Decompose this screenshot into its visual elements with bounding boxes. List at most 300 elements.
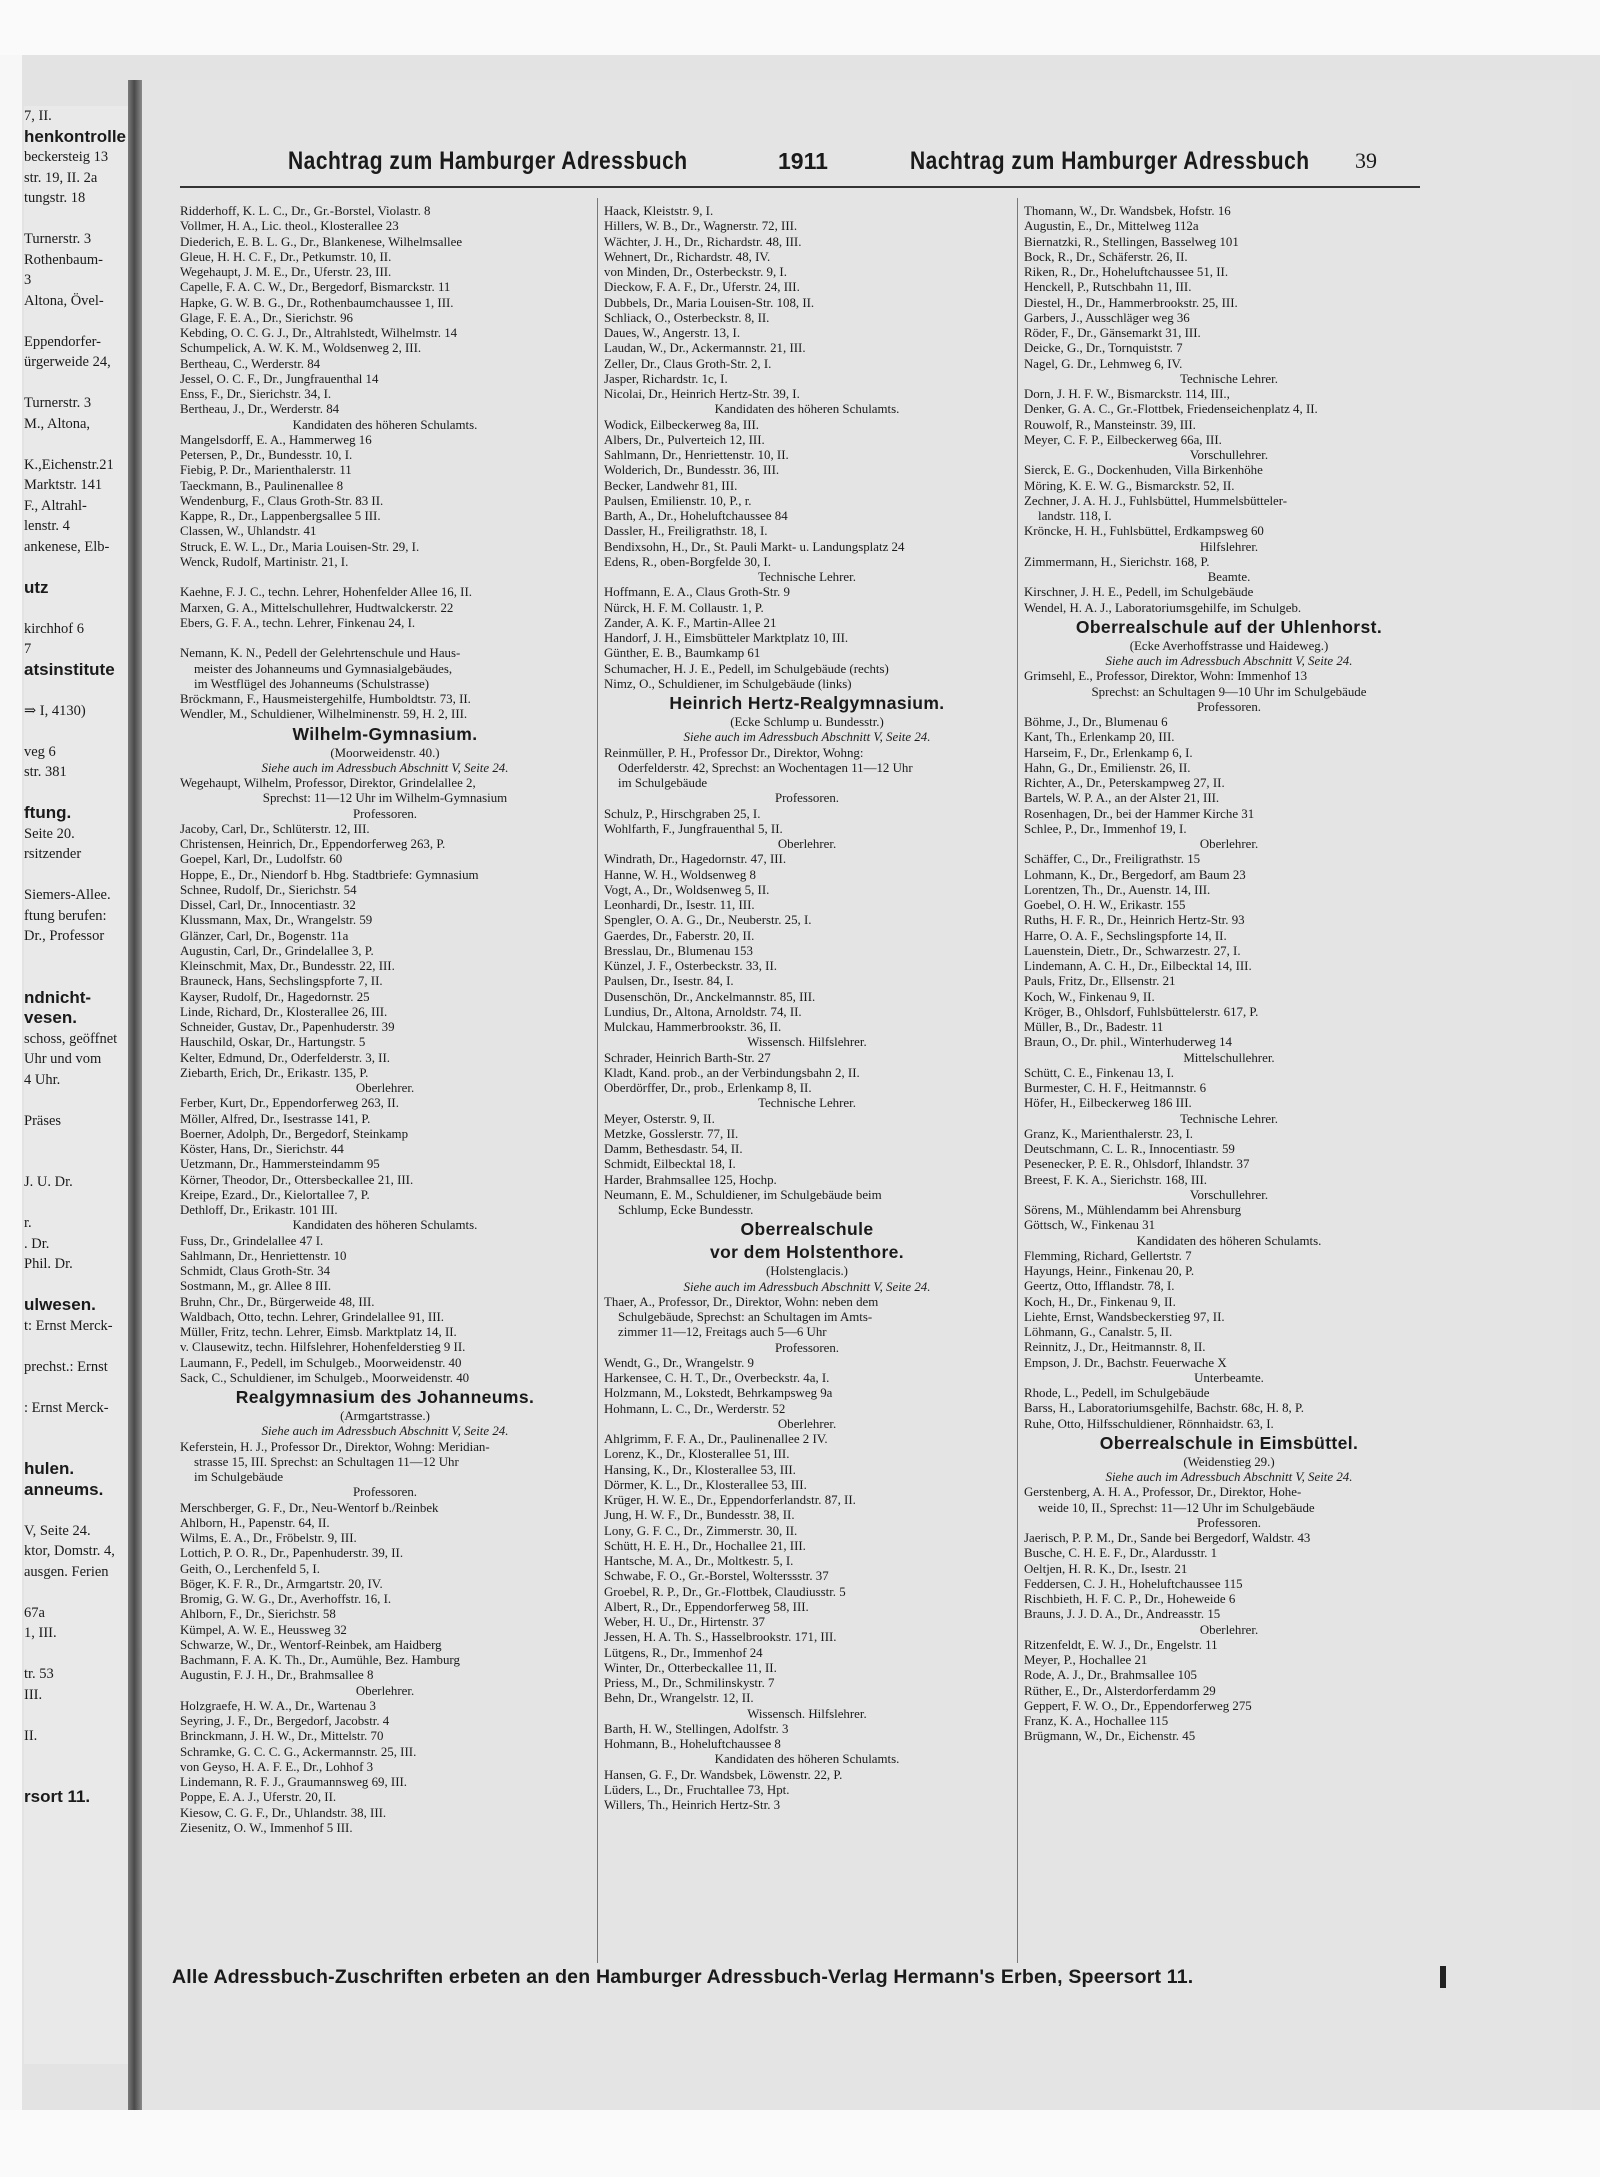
footer-mark bbox=[1440, 1966, 1446, 1988]
directory-entry: Wendler, M., Schuldiener, Wilhelminenstr. 59, H. 2, III. bbox=[180, 707, 468, 722]
cross-reference: Siehe auch im Adressbuch Abschnitt V, Seite 24. bbox=[683, 1279, 931, 1294]
directory-entry: Möller, Alfred, Dr., Isestrasse 141, P. bbox=[180, 1111, 371, 1126]
directory-entry: Holzgraefe, H. W. A., Dr., Wartenau 3 bbox=[180, 1698, 376, 1713]
fragment-line: ürgerweide 24, bbox=[24, 354, 111, 370]
directory-entry: Kappe, R., Dr., Lappenbergsallee 5 III. bbox=[180, 509, 381, 523]
directory-entry: Gerstenberg, A. H. A., Professor, Dr., Direktor, Hohe- bbox=[1024, 1485, 1302, 1500]
directory-entry: Geertz, Otto, Ifflandstr. 78, I. bbox=[1024, 1279, 1175, 1294]
directory-entry: Handorf, J. H., Eimsbütteler Marktplatz 10, III. bbox=[604, 631, 849, 645]
publisher-footer: Alle Adressbuch-Zuschriften erbeten an den Hamburger Adressbuch-Verlag Hermann's Erben, Speersort 11. bbox=[172, 1966, 1194, 1988]
directory-entry: Löhmann, G., Canalstr. 5, II. bbox=[1024, 1325, 1173, 1339]
section-subheading: (Holstenglacis.) bbox=[766, 1264, 848, 1279]
directory-entry: Harder, Brahmsallee 125, Hochp. bbox=[604, 1172, 777, 1187]
scan-left-margin bbox=[0, 55, 22, 2177]
directory-entry: Hoppe, E., Dr., Niendorf b. Hbg. Stadtbriefe: Gymnasium bbox=[180, 867, 479, 882]
directory-entry: Meyer, C. F. P., Eilbeckerweg 66a, III. bbox=[1024, 432, 1222, 447]
directory-entry: Hahn, G., Dr., Emilienstr. 26, II. bbox=[1024, 760, 1191, 775]
directory-entry: Braun, O., Dr. phil., Winterhuderweg 14 bbox=[1024, 1035, 1232, 1050]
fragment-line: r. bbox=[24, 1215, 32, 1231]
fragment-line bbox=[24, 967, 128, 988]
directory-entry: Sörens, M., Mühlendamm bei Ahrensburg bbox=[1024, 1203, 1242, 1217]
directory-entry: Hansen, G. F., Dr. Wandsbek, Löwenstr. 22, P. bbox=[604, 1767, 843, 1782]
directory-entry: Schnee, Rudolf, Dr., Sierichstr. 54 bbox=[180, 882, 357, 897]
directory-entry: Grimsehl, E., Professor, Direktor, Wohn: Immenhof 13 bbox=[1024, 669, 1308, 684]
directory-entry: Haack, Kleiststr. 9, I. bbox=[604, 204, 714, 218]
directory-entry: Hantsche, M. A., Dr., Moltkestr. 5, I. bbox=[604, 1554, 794, 1568]
fragment-line: 4 Uhr. bbox=[24, 1071, 61, 1088]
directory-entry: Diederich, E. B. L. G., Dr., Blankenese, Wilhelmsallee bbox=[180, 234, 463, 249]
school-heading: vor dem Holstenthore. bbox=[709, 1242, 905, 1263]
directory-entry: Kleinschmit, Max, Dr., Bundesstr. 22, III. bbox=[180, 959, 395, 973]
directory-entry: Bachmann, F. A. K. Th., Dr., Aumühle, Bez. Hamburg bbox=[180, 1653, 460, 1667]
directory-entry: Waldbach, Otto, techn. Lehrer, Grindelallee 91, III. bbox=[180, 1309, 445, 1324]
directory-entry: Lindemann, A. C. H., Dr., Eilbecktal 14, III. bbox=[1024, 959, 1252, 973]
fragment-line bbox=[24, 680, 128, 701]
directory-entry: Ruths, H. F. R., Dr., Heinrich Hertz-Str. 93 bbox=[1024, 913, 1245, 928]
directory-entry: Göttsch, W., Finkenau 31 bbox=[1024, 1218, 1156, 1233]
fragment-line bbox=[24, 311, 128, 332]
fragment-line: . Dr. bbox=[24, 1235, 50, 1252]
directory-entry: Keferstein, H. J., Professor Dr., Direktor, Wohng: Meridian- bbox=[180, 1439, 490, 1454]
directory-entry: Ziebarth, Erich, Dr., Erikastr. 135, P. bbox=[180, 1065, 369, 1080]
header-left-title: Nachtrag zum Hamburger Adressbuch bbox=[288, 147, 688, 175]
directory-entry: Kebding, O. C. G. J., Dr., Altrahlstedt, Wilhelmstr. 14 bbox=[180, 326, 458, 340]
directory-entry: Mangelsdorff, E. A., Hammerweg 16 bbox=[180, 432, 372, 447]
fragment-line bbox=[24, 1439, 128, 1460]
fragment-line: tr. 53 bbox=[24, 1666, 54, 1682]
directory-entry: Schliack, O., Osterbeckstr. 8, II. bbox=[604, 310, 770, 325]
fragment-line: 67a bbox=[24, 1604, 45, 1621]
directory-entry: Deicke, G., Dr., Tornquiststr. 7 bbox=[1024, 341, 1183, 356]
directory-entry: Wendenburg, F., Claus Groth-Str. 83 II. bbox=[180, 493, 384, 508]
section-subheading: Technische Lehrer. bbox=[758, 570, 856, 584]
fragment-line: ankenese, Elb- bbox=[24, 538, 110, 555]
directory-entry: Kröger, B., Ohlsdorf, Fuhlsbüttelerstr. 617, P. bbox=[1024, 1004, 1259, 1019]
directory-entry: Kümpel, A. W. E., Heussweg 32 bbox=[180, 1622, 347, 1637]
directory-entry: Gleue, H. H. C. F., Dr., Petkumstr. 10, II. bbox=[180, 249, 392, 264]
directory-entry: Deutschmann, C. L. R., Innocentiastr. 59 bbox=[1024, 1142, 1235, 1156]
fragment-line: ausgen. Ferien bbox=[24, 1563, 109, 1580]
directory-entry: Ruhe, Otto, Hilfsschuldiener, Rönnhaidstr. 63, I. bbox=[1024, 1416, 1274, 1431]
directory-entry: Bendixsohn, H., Dr., St. Pauli Markt- u. Landungsplatz 24 bbox=[604, 539, 905, 554]
fragment-line: Turnerstr. 3 bbox=[24, 395, 92, 411]
fragment-line bbox=[24, 1336, 128, 1357]
directory-entry: Ahlborn, H., Papenstr. 64, II. bbox=[180, 1515, 330, 1530]
directory-entry: Wehnert, Dr., Richardstr. 48, IV. bbox=[604, 249, 771, 264]
directory-entry: Böhme, J., Dr., Blumenau 6 bbox=[1024, 715, 1168, 729]
directory-entry: Müller, B., Dr., Badestr. 11 bbox=[1024, 1020, 1164, 1034]
directory-entry: Leonhardi, Dr., Isestr. 11, III. bbox=[604, 898, 755, 912]
directory-entry: Kreipe, Ezard., Dr., Kielortallee 7, P. bbox=[180, 1187, 370, 1202]
fragment-line: schoss, geöffnet bbox=[24, 1030, 118, 1047]
entry-continuation: im Schulgebäude bbox=[194, 1470, 284, 1484]
directory-entry: Winter, Dr., Otterbeckallee 11, II. bbox=[604, 1660, 777, 1675]
directory-entry: Schneider, Gustav, Dr., Papenhuderstr. 39 bbox=[180, 1020, 395, 1034]
directory-entry: Zechner, J. A. H. J., Fuhlsbüttel, Hummelsbütteler- bbox=[1024, 493, 1288, 508]
section-subheading: Oberlehrer. bbox=[777, 1416, 837, 1431]
directory-entry: Gaerdes, Dr., Faberstr. 20, II. bbox=[604, 928, 755, 943]
section-subheading: (Weidenstieg 29.) bbox=[1183, 1454, 1275, 1469]
directory-entry: Lony, G. F. C., Dr., Zimmerstr. 30, II. bbox=[604, 1523, 798, 1538]
directory-entry: Dörmer, K. L., Dr., Klosterallee 53, III. bbox=[604, 1477, 807, 1492]
directory-entry: Kirschner, J. H. E., Pedell, im Schulgebäude bbox=[1024, 585, 1254, 600]
directory-entry: Groebel, R. P., Dr., Gr.-Flottbek, Claudiusstr. 5 bbox=[604, 1584, 846, 1599]
section-subheading: Sprechst: 11—12 Uhr im Wilhelm-Gymnasium bbox=[262, 791, 508, 806]
section-subheading: Professoren. bbox=[1196, 699, 1262, 714]
directory-entry: Sack, C., Schuldiener, im Schulgeb., Moorweidenstr. 40 bbox=[180, 1370, 470, 1385]
directory-entry: Weber, H. U., Dr., Hirtenstr. 37 bbox=[604, 1615, 765, 1629]
fragment-line bbox=[24, 1746, 128, 1767]
directory-entry: Diestel, H., Dr., Hammerbrookstr. 25, III. bbox=[1024, 295, 1238, 310]
fragment-line: II. bbox=[24, 1727, 38, 1744]
fragment-line bbox=[24, 865, 128, 886]
directory-entry: Ferber, Kurt, Dr., Eppendorferweg 263, II. bbox=[180, 1096, 399, 1111]
entry-continuation: im Westflügel des Johanneums (Schulstrasse) bbox=[194, 676, 430, 691]
directory-entry: Schramke, G. C. C. G., Ackermannstr. 25, III. bbox=[180, 1744, 417, 1759]
section-subheading: Vorschullehrer. bbox=[1189, 1187, 1269, 1202]
cross-reference: Siehe auch im Adressbuch Abschnitt V, Seite 24. bbox=[683, 730, 931, 745]
directory-entry: Windrath, Dr., Hagedornstr. 47, III. bbox=[604, 852, 787, 867]
fragment-line bbox=[24, 1131, 128, 1152]
directory-entry: Petersen, P., Dr., Bundesstr. 10, I. bbox=[180, 448, 353, 462]
column-divider bbox=[1017, 198, 1018, 1963]
entry-continuation: strasse 15, III. Sprechst: an Schultagen 11—12 Uhr bbox=[194, 1454, 459, 1469]
cross-reference: Siehe auch im Adressbuch Abschnitt V, Seite 24. bbox=[261, 760, 509, 775]
section-subheading: Professoren. bbox=[774, 1340, 840, 1355]
directory-entry: Glänzer, Carl, Dr., Bogenstr. 11a bbox=[180, 928, 349, 943]
directory-entry: Richter, A., Dr., Peterskampweg 27, II. bbox=[1024, 776, 1225, 790]
directory-entry: Priess, M., Dr., Schmilinskystr. 7 bbox=[604, 1676, 775, 1690]
entry-continuation: Oderfelderstr. 42, Sprechst: an Wochentagen 11—12 Uhr bbox=[618, 760, 913, 775]
directory-entry: Dusenschön, Dr., Anckelmannstr. 85, III. bbox=[604, 989, 816, 1004]
directory-entry: Wegehaupt, Wilhelm, Professor, Direktor, Grindelallee 2, bbox=[180, 776, 476, 790]
directory-entry: Capelle, F. A. C. W., Dr., Bergedorf, Bismarckstr. 11 bbox=[180, 280, 451, 295]
directory-entry: Hapke, G. W. B. G., Dr., Rothenbaumchaussee 1, III. bbox=[180, 295, 454, 310]
directory-entry: v. Clausewitz, techn. Hilfslehrer, Hohenfelderstieg 9 II. bbox=[180, 1340, 466, 1355]
directory-entry: Kaehne, F. J. C., techn. Lehrer, Hohenfelder Allee 16, II. bbox=[180, 585, 472, 600]
directory-entry: Barth, H. W., Stellingen, Adolfstr. 3 bbox=[604, 1721, 789, 1736]
directory-entry: Höfer, H., Eilbeckerweg 186 III. bbox=[1024, 1096, 1192, 1111]
directory-entry: Merschberger, G. F., Dr., Neu-Wentorf b./Reinbek bbox=[180, 1500, 439, 1515]
fragment-line bbox=[24, 1767, 128, 1788]
directory-entry: Körner, Theodor, Dr., Ottersbeckallee 21, III. bbox=[180, 1172, 414, 1187]
directory-entry: Holzmann, M., Lokstedt, Behrkampsweg 9a bbox=[604, 1386, 833, 1401]
fragment-line: 3 bbox=[24, 272, 32, 288]
directory-entry: Zander, A. K. F., Martin-Allee 21 bbox=[604, 615, 777, 630]
directory-entry: Lauenstein, Dietr., Dr., Schwarzestr. 27, I. bbox=[1024, 943, 1241, 958]
fragment-line bbox=[24, 1152, 128, 1173]
directory-entry: Wilms, E. A., Dr., Fröbelstr. 9, III. bbox=[180, 1531, 357, 1545]
school-heading: Realgymnasium des Johanneums. bbox=[235, 1387, 535, 1407]
directory-entry: Schmidt, Eilbecktal 18, I. bbox=[604, 1157, 736, 1172]
directory-entry: Busche, C. H. E. F., Dr., Alardusstr. 1 bbox=[1024, 1546, 1218, 1561]
section-subheading: Oberlehrer. bbox=[1199, 1622, 1259, 1637]
fragment-line: V, Seite 24. bbox=[24, 1522, 91, 1539]
section-subheading: Wissensch. Hilfslehrer. bbox=[747, 1035, 867, 1050]
directory-entry: Kröncke, H. H., Fuhlsbüttel, Erdkampsweg 60 bbox=[1024, 524, 1264, 539]
directory-entry: Linde, Richard, Dr., Klosterallee 26, III. bbox=[180, 1004, 388, 1019]
directory-entry: Sierck, E. G., Dockenhuden, Villa Birkenhöhe bbox=[1024, 463, 1263, 478]
fragment-line: beckersteig 13 bbox=[24, 149, 109, 165]
fragment-line: III. bbox=[24, 1686, 43, 1703]
previous-page-fragment bbox=[24, 106, 128, 2064]
directory-entry: Rosenhagen, Dr., bei der Hammer Kirche 31 bbox=[1024, 806, 1255, 821]
fragment-line bbox=[24, 373, 128, 394]
fragment-line: vesen. bbox=[24, 1008, 77, 1027]
fragment-line: prechst.: Ernst bbox=[24, 1358, 108, 1375]
directory-entry: Albert, R., Dr., Eppendorferweg 58, III. bbox=[604, 1599, 809, 1614]
directory-entry: Albers, Dr., Pulverteich 12, III. bbox=[604, 432, 765, 447]
directory-entry: Böger, K. F. R., Dr., Armgartstr. 20, IV. bbox=[180, 1576, 383, 1591]
section-subheading: (Armgartstrasse.) bbox=[340, 1409, 430, 1423]
header-right-title: Nachtrag zum Hamburger Adressbuch bbox=[910, 147, 1310, 175]
directory-entry: Jessel, O. C. F., Dr., Jungfrauenthal 14 bbox=[180, 371, 379, 386]
directory-entry: Thomann, W., Dr. Wandsbek, Hofstr. 16 bbox=[1024, 204, 1231, 218]
directory-entry: Zeller, Dr., Claus Groth-Str. 2, I. bbox=[604, 356, 772, 371]
directory-entry: Laudan, W., Dr., Ackermannstr. 21, III. bbox=[604, 341, 806, 356]
section-subheading: Technische Lehrer. bbox=[1180, 371, 1278, 386]
directory-entry: Schlee, P., Dr., Immenhof 19, I. bbox=[1024, 821, 1187, 836]
directory-entry: Sostmann, M., gr. Allee 8 III. bbox=[180, 1279, 332, 1294]
fragment-line bbox=[24, 434, 128, 455]
fragment-line: veg 6 bbox=[24, 743, 56, 760]
directory-entry: Garbers, J., Ausschläger weg 36 bbox=[1024, 310, 1190, 325]
fragment-line: Rothenbaum- bbox=[24, 251, 103, 268]
fragment-line bbox=[24, 1275, 128, 1296]
directory-entry: Lorenz, K., Dr., Klosterallee 51, III. bbox=[604, 1447, 790, 1462]
scan-bottom-margin bbox=[0, 2110, 1600, 2177]
fragment-line: Präses bbox=[24, 1112, 62, 1129]
directory-entry: Brügmann, W., Dr., Eichenstr. 45 bbox=[1024, 1729, 1196, 1744]
directory-entry: Pauls, Fritz, Dr., Ellsenstr. 21 bbox=[1024, 974, 1176, 989]
directory-entry: Hanne, W. H., Woldsenweg 8 bbox=[604, 867, 756, 882]
fragment-line: Marktstr. 141 bbox=[24, 477, 103, 493]
directory-entry: Röder, F., Dr., Gänsemarkt 31, III. bbox=[1024, 326, 1201, 340]
section-subheading: Hilfslehrer. bbox=[1199, 539, 1259, 554]
fragment-line: 7, II. bbox=[24, 108, 52, 124]
directory-entry: Barth, A., Dr., Hoheluftchaussee 84 bbox=[604, 509, 788, 523]
entry-continuation: meister des Johanneums und Gymnasialgebäudes, bbox=[194, 661, 453, 676]
directory-entry: Henckell, P., Rutschbahn 11, III. bbox=[1024, 280, 1192, 295]
directory-entry: Goepel, Karl, Dr., Ludolfstr. 60 bbox=[180, 852, 343, 867]
directory-entry: Lütgens, R., Dr., Immenhof 24 bbox=[604, 1645, 763, 1660]
entry-continuation: weide 10, II., Sprechst: 11—12 Uhr im Schulgebäude bbox=[1038, 1500, 1315, 1515]
directory-entry: Dassler, H., Freiligrathstr. 18, I. bbox=[604, 524, 768, 539]
fragment-line bbox=[24, 1090, 128, 1111]
directory-entry: Bartels, W. P. A., an der Alster 21, III. bbox=[1024, 791, 1220, 806]
fragment-line: atsinstitute bbox=[24, 659, 115, 679]
directory-entry: Schütt, H. E. H., Dr., Hochallee 21, III. bbox=[604, 1538, 806, 1553]
directory-entry: Schulz, P., Hirschgraben 25, I. bbox=[604, 806, 761, 821]
section-subheading: Professoren. bbox=[1196, 1515, 1262, 1530]
directory-entry bbox=[180, 570, 590, 585]
fragment-line: Siemers-Allee. bbox=[24, 887, 111, 903]
directory-entry: Jacoby, Carl, Dr., Schlüterstr. 12, III. bbox=[180, 821, 370, 836]
fragment-line: ⇒ I, 4130) bbox=[24, 702, 86, 719]
directory-entry: Empson, J. Dr., Bachstr. Feuerwache X bbox=[1024, 1355, 1227, 1370]
directory-entry: Harkensee, C. H. T., Dr., Overbeckstr. 4a, I. bbox=[604, 1371, 830, 1385]
directory-entry: Neumann, E. M., Schuldiener, im Schulgebäude beim bbox=[604, 1187, 882, 1202]
fragment-line: 1, III. bbox=[24, 1625, 57, 1641]
fragment-line bbox=[24, 557, 128, 578]
cross-reference: Siehe auch im Adressbuch Abschnitt V, Seite 24. bbox=[261, 1424, 509, 1439]
directory-entry: Sahlmann, Dr., Henriettenstr. 10 bbox=[180, 1248, 347, 1263]
column-3 bbox=[1024, 204, 1434, 1745]
directory-entry: Lottich, P. O. R., Dr., Papenhuderstr. 39, II. bbox=[180, 1546, 404, 1561]
directory-entry: Reinmüller, P. H., Professor Dr., Direktor, Wohng: bbox=[604, 745, 864, 760]
directory-entry: Willers, Th., Heinrich Hertz-Str. 3 bbox=[604, 1798, 781, 1812]
directory-entry: Rischbieth, H. F. C. P., Dr., Hoheweide 6 bbox=[1024, 1592, 1236, 1606]
directory-entry: Kladt, Kand. prob., an der Verbindungsbahn 2, II. bbox=[604, 1065, 860, 1080]
directory-entry: Dethloff, Dr., Erikastr. 101 III. bbox=[180, 1203, 338, 1217]
section-subheading: Kandidaten des höheren Schulamts. bbox=[714, 402, 900, 417]
column-divider bbox=[597, 198, 598, 1963]
directory-entry: Dieckow, F. A. F., Dr., Uferstr. 24, III. bbox=[604, 280, 800, 295]
directory-entry: Lüders, L., Dr., Fruchtallee 73, Hpt. bbox=[604, 1782, 790, 1797]
fragment-line: lenstr. 4 bbox=[24, 518, 70, 534]
directory-entry: Rouwolf, R., Mansteinstr. 39, III. bbox=[1024, 417, 1196, 432]
fragment-line bbox=[24, 1418, 128, 1439]
directory-entry: Fuss, Dr., Grindelallee 47 I. bbox=[180, 1233, 324, 1248]
section-subheading: Professoren. bbox=[352, 806, 418, 821]
directory-entry: Behn, Dr., Wrangelstr. 12, II. bbox=[604, 1691, 754, 1706]
directory-entry: Marxen, G. A., Mittelschullehrer, Hudtwalckerstr. 22 bbox=[180, 600, 454, 615]
fragment-line: J. U. Dr. bbox=[24, 1174, 73, 1190]
directory-entry: Augustin, Carl, Dr., Grindelallee 3, P. bbox=[180, 943, 374, 958]
directory-entry: Nemann, K. N., Pedell der Gelehrtenschule und Haus- bbox=[180, 646, 461, 661]
scan-top-margin bbox=[0, 0, 1600, 55]
fragment-line: utz bbox=[24, 577, 49, 597]
fragment-line: rsort 11. bbox=[24, 1787, 91, 1806]
fragment-line: ftung berufen: bbox=[24, 907, 107, 924]
directory-entry: Biernatzki, R., Stellingen, Basselweg 101 bbox=[1024, 234, 1239, 249]
header-year: 1911 bbox=[778, 148, 828, 174]
directory-entry: Breest, F. K. A., Sierichstr. 168, III. bbox=[1024, 1172, 1207, 1187]
school-heading: Oberrealschule in Eimsbüttel. bbox=[1099, 1432, 1359, 1453]
fragment-line: Dr., Professor bbox=[24, 928, 105, 944]
section-subheading: Kandidaten des höheren Schulamts. bbox=[1136, 1233, 1322, 1248]
directory-entry: Köster, Hans, Dr., Sierichstr. 44 bbox=[180, 1142, 344, 1156]
directory-entry: Rüther, E., Dr., Alsterdorferdamm 29 bbox=[1024, 1683, 1216, 1698]
fragment-line: K.,Eichenstr.21 bbox=[24, 456, 114, 473]
section-subheading: Sprechst: an Schultagen 9—10 Uhr im Schulgebäude bbox=[1091, 684, 1367, 699]
directory-entry: von Minden, Dr., Osterbeckstr. 9, I. bbox=[604, 265, 787, 279]
directory-entry: Kiesow, C. G. F., Dr., Uhlandstr. 38, III. bbox=[180, 1805, 387, 1820]
directory-entry: Uetzmann, Dr., Hammersteindamm 95 bbox=[180, 1157, 380, 1172]
section-subheading: (Ecke Averhoffstrasse und Haideweg.) bbox=[1129, 638, 1329, 653]
entry-continuation: landstr. 118, I. bbox=[1038, 509, 1112, 523]
section-subheading: Oberlehrer. bbox=[355, 1683, 415, 1698]
fragment-line bbox=[24, 1644, 128, 1665]
directory-entry: Möring, K. E. W. G., Bismarckstr. 52, II. bbox=[1024, 478, 1235, 493]
fragment-line: F., Altrahl- bbox=[24, 497, 87, 514]
directory-entry: Hillers, W. B., Dr., Wagnerstr. 72, III. bbox=[604, 219, 798, 234]
directory-entry: Vogt, A., Dr., Woldsenweg 5, II. bbox=[604, 882, 770, 897]
directory-entry: Hansing, K., Dr., Klosterallee 53, III. bbox=[604, 1462, 796, 1477]
directory-entry: Metzke, Gosslerstr. 77, II. bbox=[604, 1126, 739, 1141]
section-subheading: Technische Lehrer. bbox=[758, 1096, 856, 1111]
directory-entry: von Geyso, H. A. F. E., Dr., Lohhof 3 bbox=[180, 1759, 374, 1774]
column-2 bbox=[604, 204, 1010, 1813]
directory-entry: Ahlgrimm, F. F. A., Dr., Paulinenallee 2 IV. bbox=[604, 1432, 828, 1446]
directory-entry: Koch, W., Finkenau 9, II. bbox=[1024, 989, 1155, 1004]
directory-entry: Paulsen, Dr., Isestr. 84, I. bbox=[604, 974, 734, 989]
directory-entry: Goebel, O. H. W., Erikastr. 155 bbox=[1024, 898, 1186, 912]
directory-entry: Rode, A. J., Dr., Brahmsallee 105 bbox=[1024, 1668, 1197, 1683]
directory-entry: Struck, E. W. L., Dr., Maria Louisen-Str. 29, I. bbox=[180, 539, 420, 554]
directory-entry: Augustin, E., Dr., Mittelweg 112a bbox=[1024, 219, 1199, 234]
cross-reference: Siehe auch im Adressbuch Abschnitt V, Seite 24. bbox=[1105, 1470, 1353, 1484]
fragment-line: Altona, Övel- bbox=[24, 292, 104, 309]
directory-entry: Hoffmann, E. A., Claus Groth-Str. 9 bbox=[604, 585, 790, 600]
directory-entry: Harre, O. A. F., Sechslingspforte 14, II. bbox=[1024, 928, 1227, 943]
directory-entry: Bresslau, Dr., Blumenau 153 bbox=[604, 943, 753, 958]
school-heading: Heinrich Hertz-Realgymnasium. bbox=[669, 693, 945, 713]
directory-entry: Müller, Fritz, techn. Lehrer, Eimsb. Marktplatz 14, II. bbox=[180, 1325, 457, 1339]
fragment-line: 7 bbox=[24, 641, 32, 657]
directory-entry: Nagel, G. Dr., Lehmweg 6, IV. bbox=[1024, 356, 1183, 371]
directory-entry: Ebers, G. F. A., techn. Lehrer, Finkenau 24, I. bbox=[180, 615, 416, 630]
directory-entry: Enss, F., Dr., Sierichstr. 34, I. bbox=[180, 387, 332, 401]
fragment-line: Phil. Dr. bbox=[24, 1256, 73, 1272]
directory-entry: Nicolai, Dr., Heinrich Hertz-Str. 39, I. bbox=[604, 387, 800, 401]
directory-entry: Schmidt, Claus Groth-Str. 34 bbox=[180, 1264, 331, 1278]
fragment-line bbox=[24, 721, 128, 742]
directory-entry: Kant, Th., Erlenkamp 20, III. bbox=[1024, 730, 1175, 745]
directory-entry: Pesenecker, P. E. R., Ohlsdorf, Ihlandstr. 37 bbox=[1024, 1157, 1250, 1172]
section-subheading: Beamte. bbox=[1207, 570, 1251, 584]
fragment-line bbox=[24, 947, 128, 968]
fragment-line bbox=[24, 1705, 128, 1726]
directory-entry: Bromig, G. W. G., Dr., Averhoffstr. 16, I. bbox=[180, 1592, 392, 1606]
directory-entry: Fiebig, P. Dr., Marienthalerstr. 11 bbox=[180, 463, 352, 478]
fragment-line: ftung. bbox=[24, 803, 72, 822]
fragment-line: Eppendorfer- bbox=[24, 333, 102, 350]
section-subheading: Unterbeamte. bbox=[1194, 1370, 1264, 1385]
header-rule bbox=[180, 186, 1420, 188]
section-subheading: (Ecke Schlump u. Bundesstr.) bbox=[730, 715, 884, 729]
directory-entry: Wendel, H. A. J., Laboratoriumsgehilfe, im Schulgeb. bbox=[1024, 600, 1302, 615]
section-subheading: Mittelschullehrer. bbox=[1183, 1050, 1275, 1065]
directory-entry: Taeckmann, B., Paulinenallee 8 bbox=[180, 478, 344, 493]
directory-entry: Franz, K. A., Hochallee 115 bbox=[1024, 1714, 1169, 1728]
fragment-line: t: Ernst Merck- bbox=[24, 1317, 113, 1334]
directory-entry: Dubbels, Dr., Maria Louisen-Str. 108, II. bbox=[604, 295, 815, 310]
fragment-line: ndnicht- bbox=[24, 987, 92, 1007]
directory-entry: Jessen, H. A. Th. S., Hasselbrookstr. 171, III. bbox=[604, 1630, 837, 1645]
fragment-line bbox=[24, 1377, 128, 1398]
directory-entry: Denker, G. A. C., Gr.-Flottbek, Friedenseichenplatz 4, II. bbox=[1024, 402, 1318, 417]
directory-entry: Paulsen, Emilienstr. 10, P., r. bbox=[604, 493, 752, 508]
section-subheading: Kandidaten des höheren Schulamts. bbox=[714, 1752, 900, 1767]
fragment-line: henkontrolle bbox=[24, 126, 127, 146]
directory-entry: Klussmann, Max, Dr., Wrangelstr. 59 bbox=[180, 913, 373, 928]
directory-entry: Lindemann, R. F. J., Graumannsweg 69, III. bbox=[180, 1775, 408, 1789]
directory-entry: Seyring, J. F., Dr., Bergedorf, Jacobstr. 4 bbox=[180, 1714, 390, 1728]
directory-entry: Lundius, Dr., Altona, Arnoldstr. 74, II. bbox=[604, 1004, 802, 1019]
directory-entry: Lorentzen, Th., Dr., Auenstr. 14, III. bbox=[1024, 882, 1211, 897]
fragment-line: ktor, Domstr. 4, bbox=[24, 1543, 115, 1559]
directory-entry: Ahlborn, F., Dr., Sierichstr. 58 bbox=[180, 1607, 336, 1622]
directory-entry: Spengler, O. A. G., Dr., Neuberstr. 25, I. bbox=[604, 913, 812, 928]
section-subheading: Vorschullehrer. bbox=[1189, 448, 1269, 462]
directory-entry: Edens, R., oben-Borgfelde 30, I. bbox=[604, 554, 771, 569]
directory-entry: Wohlfarth, F., Jungfrauenthal 5, II. bbox=[604, 821, 783, 836]
directory-entry: Krüger, H. W. E., Dr., Eppendorferlandstr. 87, II. bbox=[604, 1493, 856, 1507]
directory-entry: Damm, Bethesdastr. 54, II. bbox=[604, 1142, 743, 1156]
section-subheading: Professoren. bbox=[352, 1485, 418, 1500]
directory-entry: Mulckau, Hammerbrookstr. 36, II. bbox=[604, 1020, 782, 1034]
